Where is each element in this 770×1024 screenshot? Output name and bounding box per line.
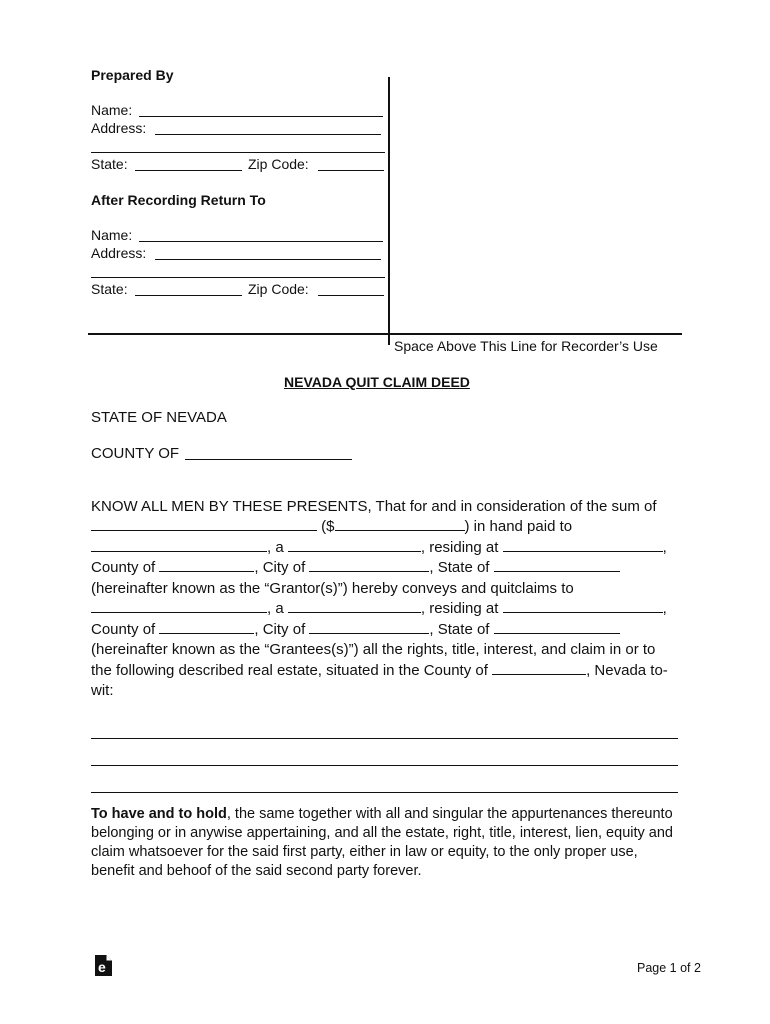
recorder-divider-horizontal [88,333,682,335]
desc-post: , Nevada to- [586,662,668,679]
ret-zip-label: Zip Code: [248,281,309,297]
desc-pre: the following described real estate, situated in the County of [91,662,488,679]
body-line-9 [91,662,668,679]
legal-description-line-1[interactable] [91,738,678,739]
comma-2: , [662,600,667,617]
grantee-line: (hereinafter known as the “Grantees(s)”) all the rights, title, interest, and claim in or to [91,641,656,658]
body-line-7 [91,621,620,638]
body-line-1: KNOW ALL MEN BY THESE PRESENTS, That for and in consideration of the sum of [91,498,657,515]
ret-address-label: Address: [91,245,147,261]
ret-zip-field[interactable] [318,295,384,296]
county-of-text-2: County of [91,621,156,638]
wit-word: wit: [91,682,114,699]
logo-letter: e [98,959,106,975]
recorder-note: Space Above This Line for Recorder’s Use [394,338,658,354]
a-word-2: , a [267,600,284,617]
comma: , [662,539,667,556]
grantee-status-field[interactable] [288,600,421,613]
ret-name-label: Name: [91,227,133,243]
ret-address-field[interactable] [155,259,381,260]
grantee-state-field[interactable] [494,621,620,634]
grantor-county-field[interactable] [159,559,254,572]
city-of-text-2: , City of [254,621,306,638]
prep-name-label: Name: [91,102,133,118]
city-of-text: , City of [254,559,306,576]
prep-state-label: State: [91,156,128,172]
legal-description-line-3[interactable] [91,792,678,793]
county-label: COUNTY OF [91,445,180,462]
residing-text-2: , residing at [420,600,499,617]
dollar-close: ) in hand paid to [464,518,573,535]
ret-name-field[interactable] [139,241,383,242]
grantee-name-field[interactable] [91,600,267,613]
body-line-6 [91,600,667,617]
county-of-text: County of [91,559,156,576]
document-title: NEVADA QUIT CLAIM DEED [284,374,470,390]
prep-state-field[interactable] [135,170,242,171]
county-field[interactable] [185,459,352,460]
prep-zip-label: Zip Code: [248,156,309,172]
grantor-state-field[interactable] [494,559,620,572]
prep-zip-field[interactable] [318,170,384,171]
grantor-name-field[interactable] [91,539,267,552]
habendum-rest: , the same together with all and singular the appurtenances thereunto belonging or in anywise appertaining, and all the estate, right, title, interest, lien, equity and claim whatsoever for the said first party, either in law or equity, to the only proper use, benefit and behoof of the said second party forever. [91,806,673,879]
grantor-status-field[interactable] [288,539,421,552]
body-line-3 [91,539,667,556]
a-word: , a [267,539,284,556]
prep-address-label: Address: [91,120,147,136]
prepared-by-heading: Prepared By [91,67,174,83]
recorder-divider-vertical [388,77,390,345]
prep-address-field-2[interactable] [91,152,385,153]
page-number: Page 1 of 2 [637,961,701,975]
ret-address-field-2[interactable] [91,277,385,278]
state-of-text-2: , State of [429,621,490,638]
return-to-heading: After Recording Return To [91,192,266,208]
grantor-line: (hereinafter known as the “Grantor(s)”) hereby conveys and quitclaims to [91,580,574,597]
ret-state-label: State: [91,281,128,297]
consideration-words-field[interactable] [91,518,317,531]
consideration-amount-field[interactable] [335,518,465,531]
habendum-bold: To have and to hold [91,806,227,822]
body-line-2 [91,518,572,535]
eforms-logo-icon [94,954,113,977]
legal-description-line-2[interactable] [91,765,678,766]
grantor-city-field[interactable] [309,559,429,572]
state-of-nevada: STATE OF NEVADA [91,409,227,426]
grantee-city-field[interactable] [309,621,429,634]
ret-state-field[interactable] [135,295,242,296]
grantor-address-field[interactable] [503,539,663,552]
dollar-open: ($ [321,518,335,535]
state-of-text: , State of [429,559,490,576]
body-line-4 [91,559,620,576]
prep-name-field[interactable] [139,116,383,117]
property-county-field[interactable] [492,662,586,675]
grantee-address-field[interactable] [503,600,663,613]
habendum-clause [91,805,681,881]
grantee-county-field[interactable] [159,621,254,634]
prep-address-field[interactable] [155,134,381,135]
residing-text: , residing at [420,539,499,556]
